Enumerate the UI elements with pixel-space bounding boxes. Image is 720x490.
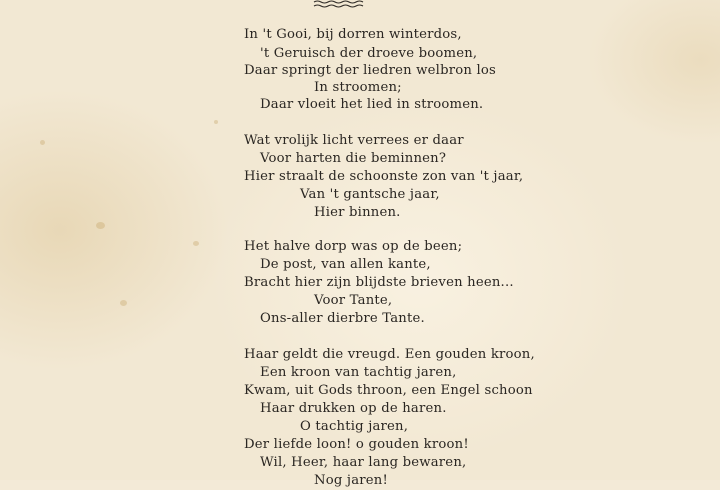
poem-line: Haar geldt die vreugd. Een gouden kroon, (244, 347, 535, 362)
poem-line: In 't Gooi, bij dorren winterdos, (244, 27, 462, 42)
poem-line: In stroomen; (314, 80, 402, 95)
poem-line: Het halve dorp was op de been; (244, 239, 463, 254)
poem-line: Daar springt der liedren welbron los (244, 63, 496, 78)
poem-line: Hier binnen. (314, 205, 401, 220)
poem-line: Kwam, uit Gods throon, een Engel schoon (244, 383, 533, 398)
poem-line: Ons-aller dierbre Tante. (260, 311, 425, 326)
poem-line: Een kroon van tachtig jaren, (260, 365, 457, 380)
poem-line: Hier straalt de schoonste zon van 't jaar, (244, 169, 524, 184)
poem-line: Der liefde loon! o gouden kroon! (244, 437, 469, 452)
wavy-ornament (312, 0, 368, 10)
foxing-spot (96, 222, 105, 229)
poem-line: Daar vloeit het lied in stroomen. (260, 97, 484, 112)
poem-line: O tachtig jaren, (300, 419, 409, 434)
poem-line: Voor harten die beminnen? (260, 151, 447, 166)
foxing-spot (40, 140, 45, 145)
poem-line: Bracht hier zijn blijdste brieven heen... (244, 275, 514, 290)
foxing-spot (120, 300, 127, 306)
poem-line: Wil, Heer, haar lang bewaren, (260, 455, 467, 470)
poem-line: 't Geruisch der droeve boomen, (260, 46, 478, 61)
poem-line: Haar drukken op de haren. (260, 401, 447, 416)
poem-line: Voor Tante, (314, 293, 393, 308)
poem-line: De post, van allen kante, (260, 257, 431, 272)
poem-line: Wat vrolijk licht verrees er daar (244, 133, 464, 148)
foxing-spot (214, 120, 218, 124)
poem-line: Nog jaren! (314, 473, 388, 488)
poem-line: Van 't gantsche jaar, (300, 187, 440, 202)
foxing-spot (193, 241, 199, 246)
